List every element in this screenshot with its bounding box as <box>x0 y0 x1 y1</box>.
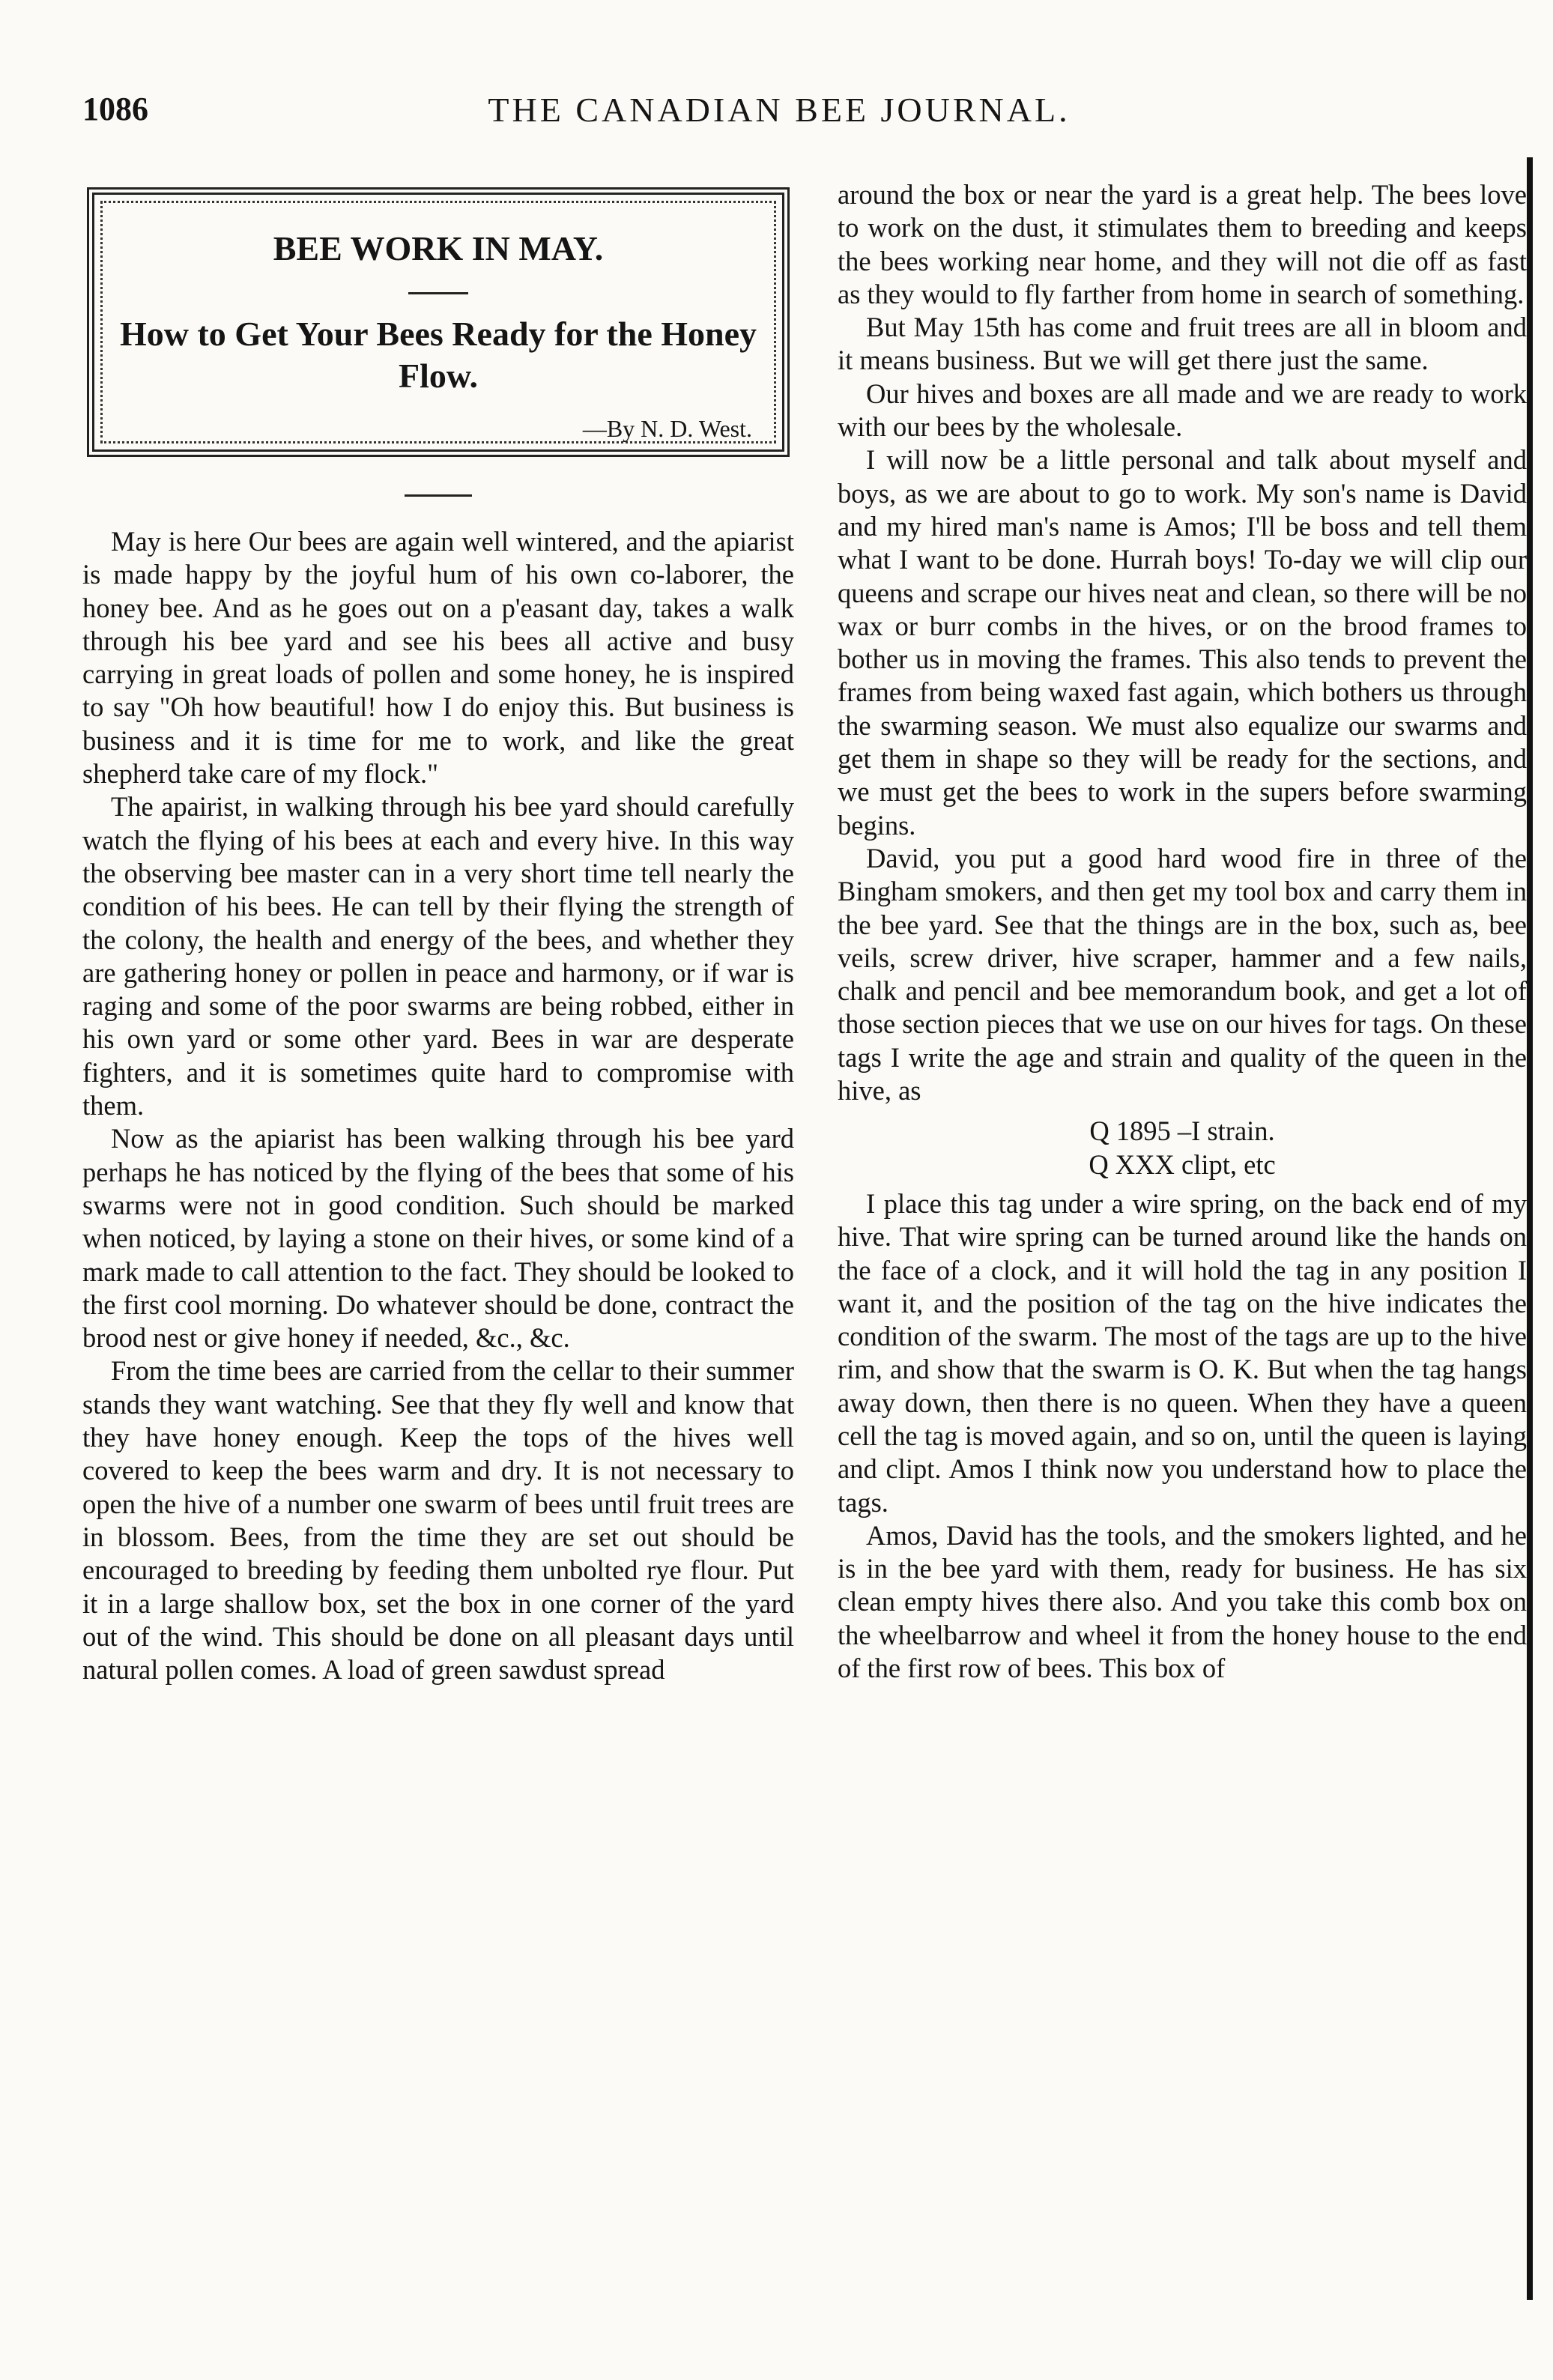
paragraph: The apairist, in walking through his bee yard should carefully watch the flying of his bees at each and every hive. In this way the observing bee master can in a very short time tell nearly the condition of his bees. He can tell by their flying the strength of the colony, the health and energy of the bees, and whether they are gathering honey or pollen in peace and harmony, or if war is raging and some of the poor swarms are being robbed, either in his own yard or some other yard. Bees in war are desperate fighters, and it is sometimes quite hard to compromise with them. <box>82 791 794 1121</box>
title-rule <box>408 292 468 294</box>
paragraph: Now as the apiarist has been walking through his bee yard perhaps he has noticed by the flying of the bees that some of his swarms were not in good condition. Such should be marked when noticed, by laying a stone on their hives, or some kind of a mark made to call attention to the fact. They should be looked to the first cool morning. Do whatever should be done, contract the brood nest or give honey if needed, &c., &c. <box>82 1123 794 1354</box>
article-byline: —By N. D. West. <box>582 415 752 442</box>
article-title: BEE WORK IN MAY. <box>273 229 604 267</box>
paragraph: I place this tag under a wire spring, on the back end of my hive. That wire spring can be turned around like the hands on the face of a clock, and it will hold the tag in any position I want it, and the position of the tag on the hive indicates the condition of the swarm. The most of the tags are up to the hive rim, and show that the swarm is O. K. But when the tag hangs away down, then there is no queen. When they have a queen cell the tag is moved again, and so on, until the queen is laying and clipt. Amos I think now you understand how to place the tags. <box>838 1187 1527 1518</box>
page-edge-shadow <box>1527 157 1533 2300</box>
tag-line: Q 1895 –I strain. <box>1089 1115 1275 1147</box>
paragraph: From the time bees are carried from the cellar to their summer stands they want watching. See that they fly well and know that they have honey enough. Keep the tops of the hives well covered to keep the bees warm and dry. It is not necessary to open the hive of a number one swarm of bees until fruit trees are in blossom. Bees, from the time they are set out should be encouraged to breeding by feeding them unbolted rye flour. Put it in a large shallow box, set the box in one corner of the yard out of the wind. This should be done on all pleasant days until natural pollen comes. A load of green sawdust spread <box>82 1355 794 1686</box>
left-column <box>82 178 794 1686</box>
paragraph: I will now be a little personal and talk about myself and boys, as we are about to go to work. My son's name is David and my hired man's name is Amos; I'll be boss and tell them what I want to be done. Hurrah boys! To-day we will clip our queens and scrape our hives neat and clean, so there will be no wax or burr combs in the hives, or on the brood frames to bother us in moving the frames. This also tends to prevent the frames from being waxed fast again, which bothers us through the swarming season. We must also equalize our swarms and get them in shape so they will be ready for the sections, and we must get the bees to work in the supers before swarming begins. <box>838 444 1527 841</box>
section-separator <box>405 494 472 497</box>
journal-title: THE CANADIAN BEE JOURNAL. <box>488 91 1071 129</box>
right-column <box>838 178 1527 2351</box>
page-header <box>82 90 1476 135</box>
paragraph: But May 15th has come and fruit trees are all in bloom and it means business. But we will get there just the same. <box>838 312 1527 376</box>
article-title-box <box>87 187 790 457</box>
tag-example <box>838 1115 1527 1181</box>
paragraph: Our hives and boxes are all made and we are ready to work with our bees by the wholesale. <box>838 378 1527 443</box>
page-number: 1086 <box>82 91 148 127</box>
paragraph: May is here Our bees are again well wintered, and the apiarist is made happy by the joyful hum of his own co-laborer, the honey bee. And as he goes out on a p'easant day, takes a walk through his bee yard and see his bees all active and busy carrying in great loads of pollen and some honey, he is inspired to say "Oh how beautiful! how I do enjoy this. But business is business and it is time for me to work, and like the great shepherd take care of my flock." <box>82 526 794 790</box>
paragraph: around the box or near the yard is a great help. The bees love to work on the dust, it stimulates them to breeding and keeps the bees working near home, and they will not die off as fast as they would to fly farther from home in search of something. <box>838 179 1527 309</box>
paragraph: David, you put a good hard wood fire in three of the Bingham smokers, and then get my tool box and carry them in the bee yard. See that the things are in the box, such as, bee veils, screw driver, hive scraper, hammer and a few nails, chalk and pencil and bee memorandum book, and get a lot of those section pieces that we use on our hives for tags. On these tags I write the age and strain and quality of the queen in the hive, as <box>838 842 1527 1106</box>
article-subtitle: How to Get Your Bees Ready for the Honey Flow. <box>119 315 757 395</box>
paragraph: Amos, David has the tools, and the smokers lighted, and he is in the bee yard with them, ready for business. He has six clean empty hives there also. And you take this comb box on the wheelbarrow and wheel it from the honey house to the end of the first row of bees. This box of <box>838 1519 1527 1684</box>
tag-line: Q XXX clipt, etc <box>1089 1148 1276 1180</box>
